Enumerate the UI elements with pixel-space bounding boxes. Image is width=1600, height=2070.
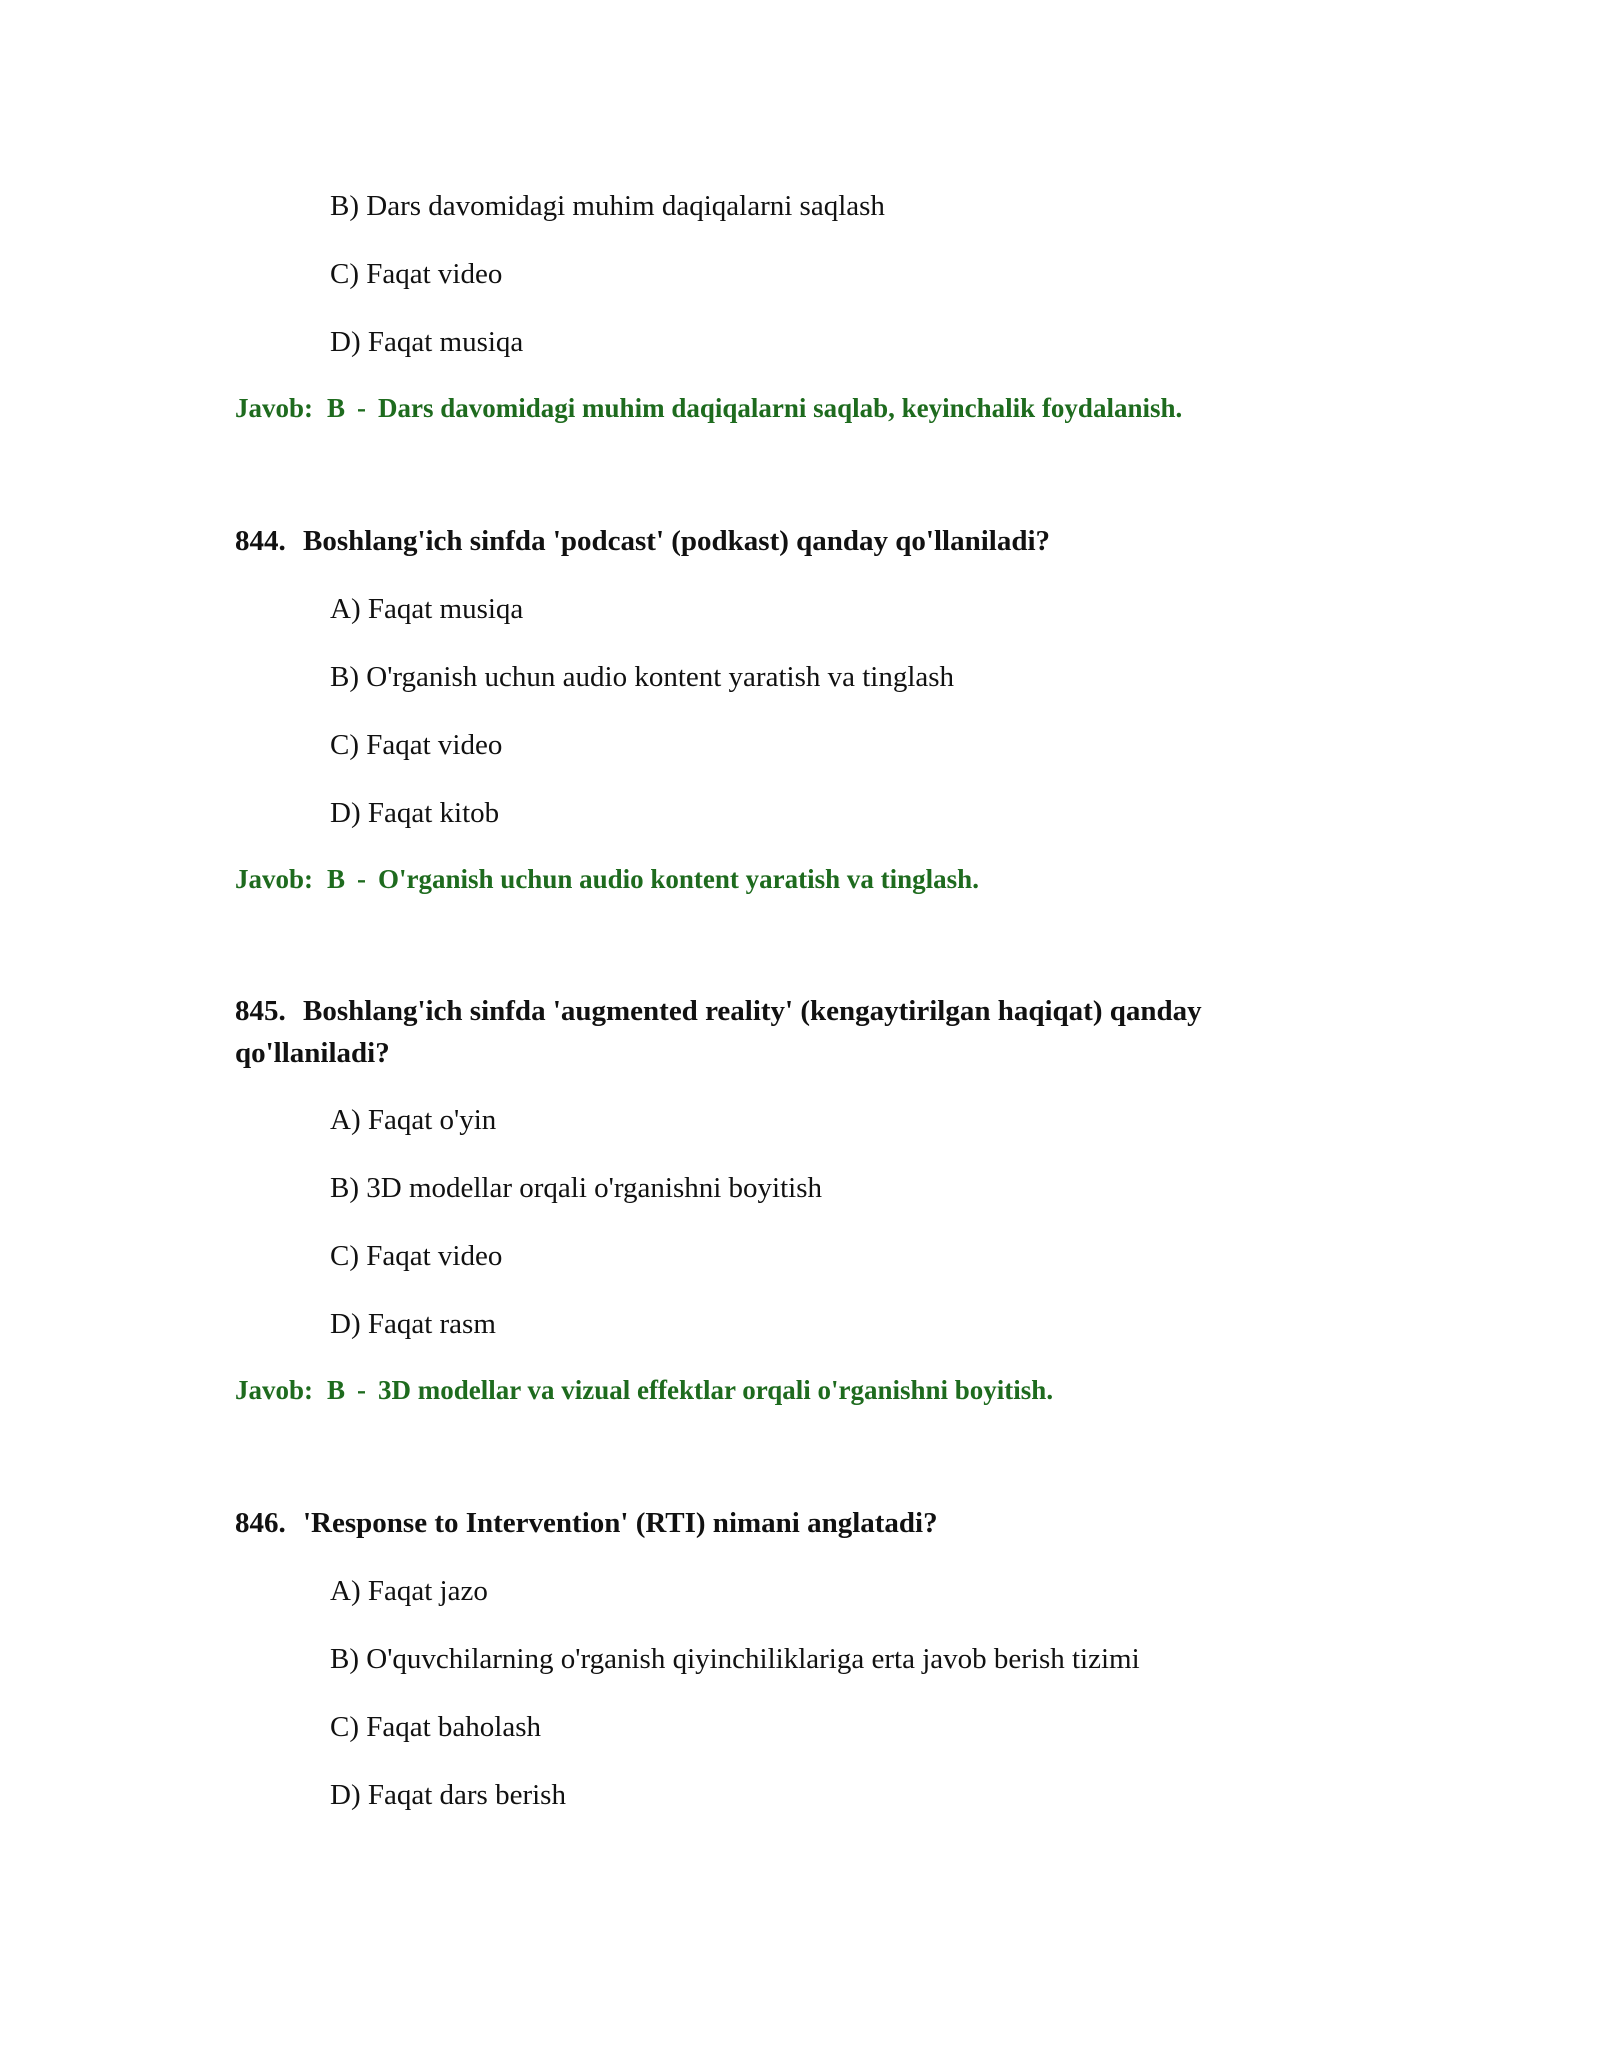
answer-text: Dars davomidagi muhim daqiqalarni saqlab, keyinchalik foydalanish. (378, 393, 1183, 423)
q843-option-b: B) Dars davomidagi muhim daqiqalarni saqlash (330, 190, 885, 222)
answer-dash: - (357, 1375, 367, 1405)
q844-question (235, 520, 1345, 562)
q843-option-d: D) Faqat musiqa (330, 326, 524, 358)
q846-option-c: C) Faqat baholash (330, 1711, 542, 1743)
q844-option-d: D) Faqat kitob (330, 797, 500, 829)
answer-letter: B (327, 1375, 346, 1405)
q846-question (235, 1502, 1345, 1544)
q844-option-b: B) O'rganish uchun audio kontent yaratish va tinglash (330, 661, 955, 693)
question-number: 846. (235, 1507, 286, 1539)
q844-answer (235, 862, 979, 896)
answer-text: O'rganish uchun audio kontent yaratish va tinglash. (378, 864, 979, 894)
q843-answer (235, 391, 1182, 425)
question-text: Boshlang'ich sinfda 'podcast' (podkast) qanday qo'llaniladi? (303, 525, 1051, 557)
answer-letter: B (327, 864, 346, 894)
question-number: 844. (235, 525, 286, 557)
q845-answer (235, 1373, 1053, 1407)
answer-dash: - (357, 864, 367, 894)
q845-option-b: B) 3D modellar orqali o'rganishni boyitish (330, 1172, 822, 1204)
q846-option-a: A) Faqat jazo (330, 1575, 488, 1607)
answer-letter: B (327, 393, 346, 423)
q845-option-c: C) Faqat video (330, 1240, 503, 1272)
q845-option-d: D) Faqat rasm (330, 1308, 496, 1340)
q846-option-b: B) O'quvchilarning o'rganish qiyinchiliklariga erta javob berish tizimi (330, 1643, 1140, 1675)
q845-question (235, 990, 1345, 1074)
answer-label: Javob: (235, 393, 314, 423)
answer-label: Javob: (235, 864, 314, 894)
q843-option-c: C) Faqat video (330, 258, 503, 290)
question-text: 'Response to Intervention' (RTI) nimani anglatadi? (303, 1507, 938, 1539)
q846-option-d: D) Faqat dars berish (330, 1779, 566, 1811)
q844-option-c: C) Faqat video (330, 729, 503, 761)
question-number: 845. (235, 995, 286, 1027)
question-text: Boshlang'ich sinfda 'augmented reality' (kengaytirilgan haqiqat) qanday qo'llaniladi? (235, 995, 1202, 1069)
answer-dash: - (357, 393, 367, 423)
q845-option-a: A) Faqat o'yin (330, 1104, 497, 1136)
answer-label: Javob: (235, 1375, 314, 1405)
q844-option-a: A) Faqat musiqa (330, 593, 524, 625)
answer-text: 3D modellar va vizual effektlar orqali o'rganishni boyitish. (378, 1375, 1054, 1405)
